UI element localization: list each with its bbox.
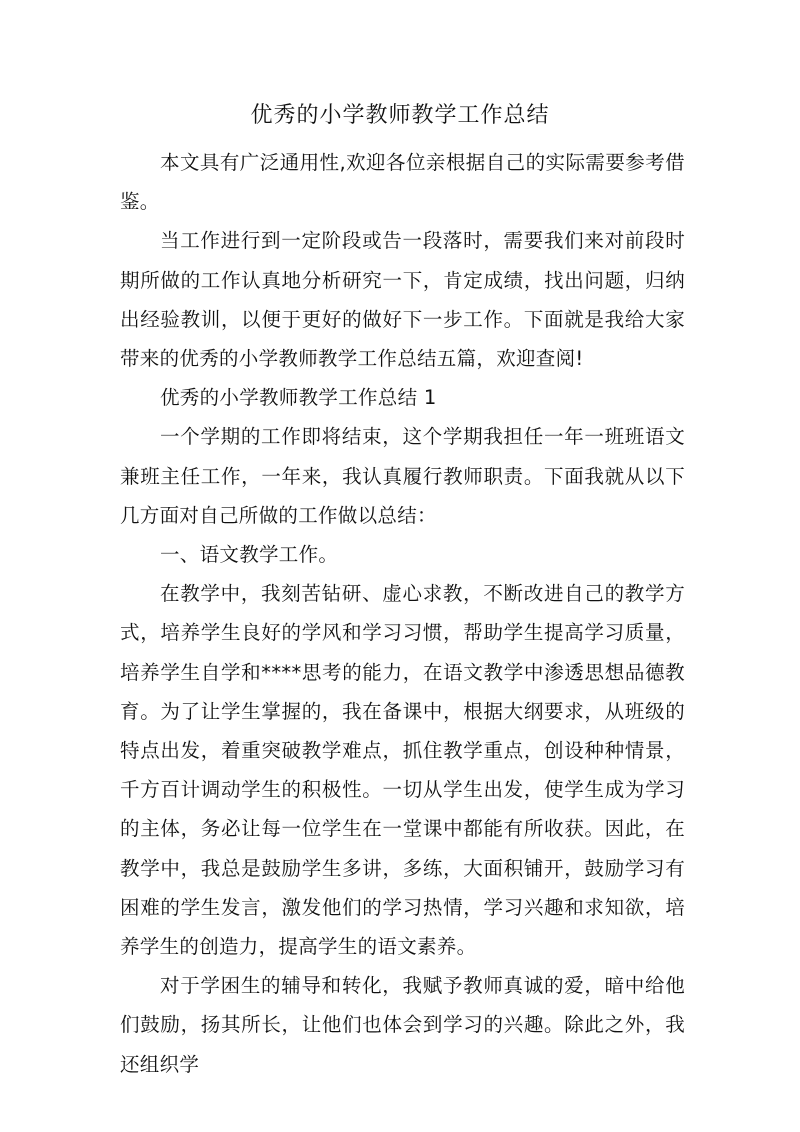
teaching-method-paragraph: 在教学中，我刻苦钻研、虚心求教，不断改进自己的教学方式，培养学生良好的学风和学习习惯，帮助学生提高学习质量，培养学生自学和****思考的能力，在语文教学中渗透思想品德教育。为了让学生掌握的，我在备课中，根据大纲要求，从班级的特点出发，着重突破教学难点，抓住教学重点，创设种种情景，千方百计调动学生的积极性。一切从学生出发，使学生成为学习的主体，务必让每一位学生在一堂课中都能有所收获。因此，在教学中，我总是鼓励学生多讲，多练，大面积铺开，鼓励学习有困难的学生发言，激发他们的学习热情，学习兴趣和求知欲，培养学生的创造力，提高学生的语文素养。 xyxy=(120,582,685,959)
struggling-students-paragraph: 对于学困生的辅导和转化，我赋予教师真诚的爱，暗中给他们鼓励，扬其所长，让他们也体会到学习的兴趣。除此之外，我还组织学 xyxy=(120,974,685,1076)
intro-note-paragraph: 本文具有广泛通用性,欢迎各位亲根据自己的实际需要参考借鉴。 xyxy=(120,151,685,214)
document-body xyxy=(120,143,685,1084)
section-heading-1: 优秀的小学教师教学工作总结 1 xyxy=(160,386,437,410)
subsection-heading-chinese-teaching: 一、语文教学工作。 xyxy=(160,543,339,567)
summary-intro-paragraph: 一个学期的工作即将结束，这个学期我担任一年一班班语文兼班主任工作，一年来，我认真履行教师职责。下面我就从以下几方面对自己所做的工作做以总结： xyxy=(120,425,685,527)
document-title: 优秀的小学教师教学工作总结 xyxy=(250,103,550,128)
preface-paragraph: 当工作进行到一定阶段或告一段落时，需要我们来对前段时期所做的工作认真地分析研究一下，肯定成绩，找出问题，归纳出经验教训，以便于更好的做好下一步工作。下面就是我给大家带来的优秀的小学教师教学工作总结五篇，欢迎查阅! xyxy=(120,229,685,371)
